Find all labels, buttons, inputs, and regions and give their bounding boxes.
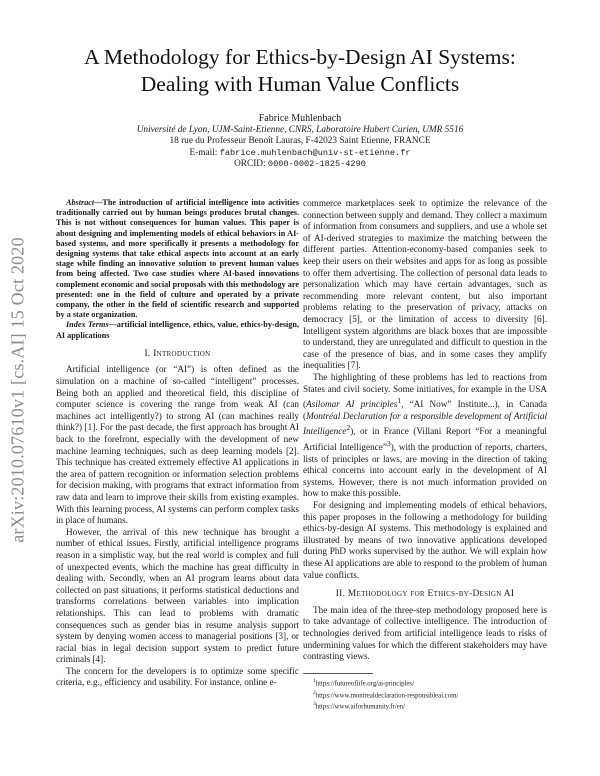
title-line-2: Dealing with Human Value Conflicts [140,72,460,96]
section-1-number: I. [144,348,151,359]
index-terms-text: —artificial intelligence, ethics, value, ethics-by-design, AI applications [56,320,299,340]
section-1-title: Introduction [153,348,211,359]
author-block [60,113,540,171]
title-line-1: A Methodology for Ethics-by-Design AI Systems: [84,45,516,69]
right-paragraph-3: For designing and implementing models of ethical behaviors, this paper proposes in the following a methodology for building ethics-by-design AI systems. This methodology is explained and illustrated by means of two innovative applications developed during PhD works supervised by the author. We will explain how these AI applications are able to respond to the problem of human value conflicts. [303,500,547,580]
arxiv-stamp-text: arXiv:2010.07610v1 [cs.AI] 15 Oct 2020 [7,237,28,543]
footnote-ref-3[interactable]: 3 [386,439,391,448]
footnote-1: $^1$https://futureoflife.org/ai-principles/ [313,677,414,688]
arxiv-stamp [4,190,32,590]
footnote-ref-2[interactable]: 2 [346,423,351,433]
abstract-label: Abstract [66,198,95,207]
affiliation: Université de Lyon, UJM-Saint-Etienne, CNRS, Laboratoire Hubert Curien, UMR 5516 [136,124,464,135]
right-column [303,198,547,712]
footnote-3: $^3$https://www.aiforhumanity.fr/en/ [313,701,406,711]
section-2-title: Methodology for Ethics-by-Design AI [347,589,515,600]
abstract [56,198,299,320]
section-heading-2 [303,589,547,601]
email-line [60,148,540,160]
footnote-1-url[interactable]: https://futureoflife.org/ai-principles/ [315,680,414,688]
author-name: Fabrice Muhlenbach [258,113,342,124]
footnote-2-url[interactable]: https://www.montrealdeclaration-responsibleai.com/ [315,691,459,699]
orcid-label: ORCID: [234,159,266,170]
asilomar-principles: Asilomar AI principles [306,399,398,410]
index-terms-label: Index Terms [66,320,109,330]
footnote-ref-1[interactable]: 1 [397,396,402,406]
intro-paragraph-2: However, the arrival of this new technique has brought a number of ethical issues. Firstly, artificial intelligence programs reason in a simplistic way, but the real world is complex and full of unexpected events, which the machine has great difficulty in dealing with. Secondly, when an AI program learns about data collected on past situations, it performs statistical deductions and transforms correlations between variables into implication relationships. This can lead to problems with dramatic consequences such as gender bias in resume analysis support system by denying women access to managerial positions [3], or racial bias in legal decision support system to predict future criminals [4]. [56,526,299,665]
address: 18 rue du Professeur Benoît Lauras, F-42023 Saint Etienne, FRANCE [169,136,431,147]
montreal-declaration: Montréal Declaration for a responsible development of Artificial Intelligence [303,410,547,437]
left-column [56,198,299,689]
right-paragraph-2: The highlighting of these problems has led to reactions from States and civil society. Some initiatives, for example in the USA (Asilomar AI principles$^1$, “AI Now” Institute...), in Canada (Montréal Declaration for a responsible development of Artificial Intelligence$^2$), or in France (Villani Report “For a meaningful Artificial Intelligence”$^3$), with the production of reports, charters, lists of principles or laws, are moving in the direction of taking ethical concerns into account early in the development of AI systems. However, there is not much information provided on how to make this possible. [303,371,547,499]
footnote-2: $^2$https://www.montrealdeclaration-responsibleai.com/ [313,689,459,699]
intro-paragraph-1: Artificial intelligence (or “AI”) is often defined as the simulation on a machine of so-called “intelligent” processes. Being both an applied and theoretical field, this discipline of computer science is covering the range from weak AI (can machines act intelligently?) to strong AI (can machines really think?) [1]. For the past decade, the first approach has brought AI back to the forefront, especially with the development of new machine learning techniques, such as deep learning models [2]. This technique has created extremely effective AI applications in the area of pattern recognition or information selection problems for decision making, with programs that extract information from raw data and learn to improve their skills from existing examples. With this learning process, AI systems can perform complex tasks in place of humans. [56,364,299,526]
paper-title [40,44,560,98]
methodology-paragraph-1: The main idea of the three-step methodology proposed here is to take advantage of collective intelligence. The introduction of technologies derived from artificial intelligence leads to risks of undermining values for which the different stakeholders may have contrasting views. [303,604,547,662]
orcid-id[interactable]: 0000-0002-1825-4290 [267,159,366,170]
section-2-number: II. [335,589,346,600]
section-heading-1 [56,349,299,361]
email-address[interactable]: fabrice.muhlenbach@univ-st-etienne.fr [219,147,411,158]
index-terms [56,320,299,340]
footnote-3-url[interactable]: https://www.aiforhumanity.fr/en/ [315,703,406,711]
footnote-divider [303,673,373,674]
orcid-line [60,159,540,171]
right-paragraph-1: commerce marketplaces seek to optimize the relevance of the connection between supply and demand. They collect a maximum of information from consumers and suppliers, and use a whole set of AI-derived strategies to maximize the matching between the different parties. Attention-economy-based companies seek to keep their users on their websites and apps for as long as possible to offer them advertising. The collection of personal data leads to personalization which may have certain advantages, such as recommending more relevant content, but also important problems relating to the preservation of privacy, attacks on democracy [5], or the limitation of access to diversity [6]. Intelligent system algorithms are black boxes that are impossible to understand, they are unregulated and difficult to question in the case of the presence of bias, and in some cases they amplify inequalities [7]. [303,198,547,371]
intro-paragraph-3: The concern for the developers is to optimize some specific criteria, e.g., efficiency and usability. For instance, online e- [56,665,299,688]
abstract-text: —The introduction of artificial intelligence into activities traditionally carried out by human beings produces brutal changes. This is not without consequences for human values. This paper is about designing and implementing models of ethical behaviors in AI-based systems, and more specifically it presents a methodology for designing systems that take ethical aspects into account at an early stage while finding an innovative solution to prevent human values from being affected. Two case studies where AI-based innovations complement economic and social proposals with this methodology are presented: one in the field of culture and operated by a private company, the other in the field of scientific research and supported by a state organization. [56,198,299,320]
email-label: E-mail: [189,147,218,158]
